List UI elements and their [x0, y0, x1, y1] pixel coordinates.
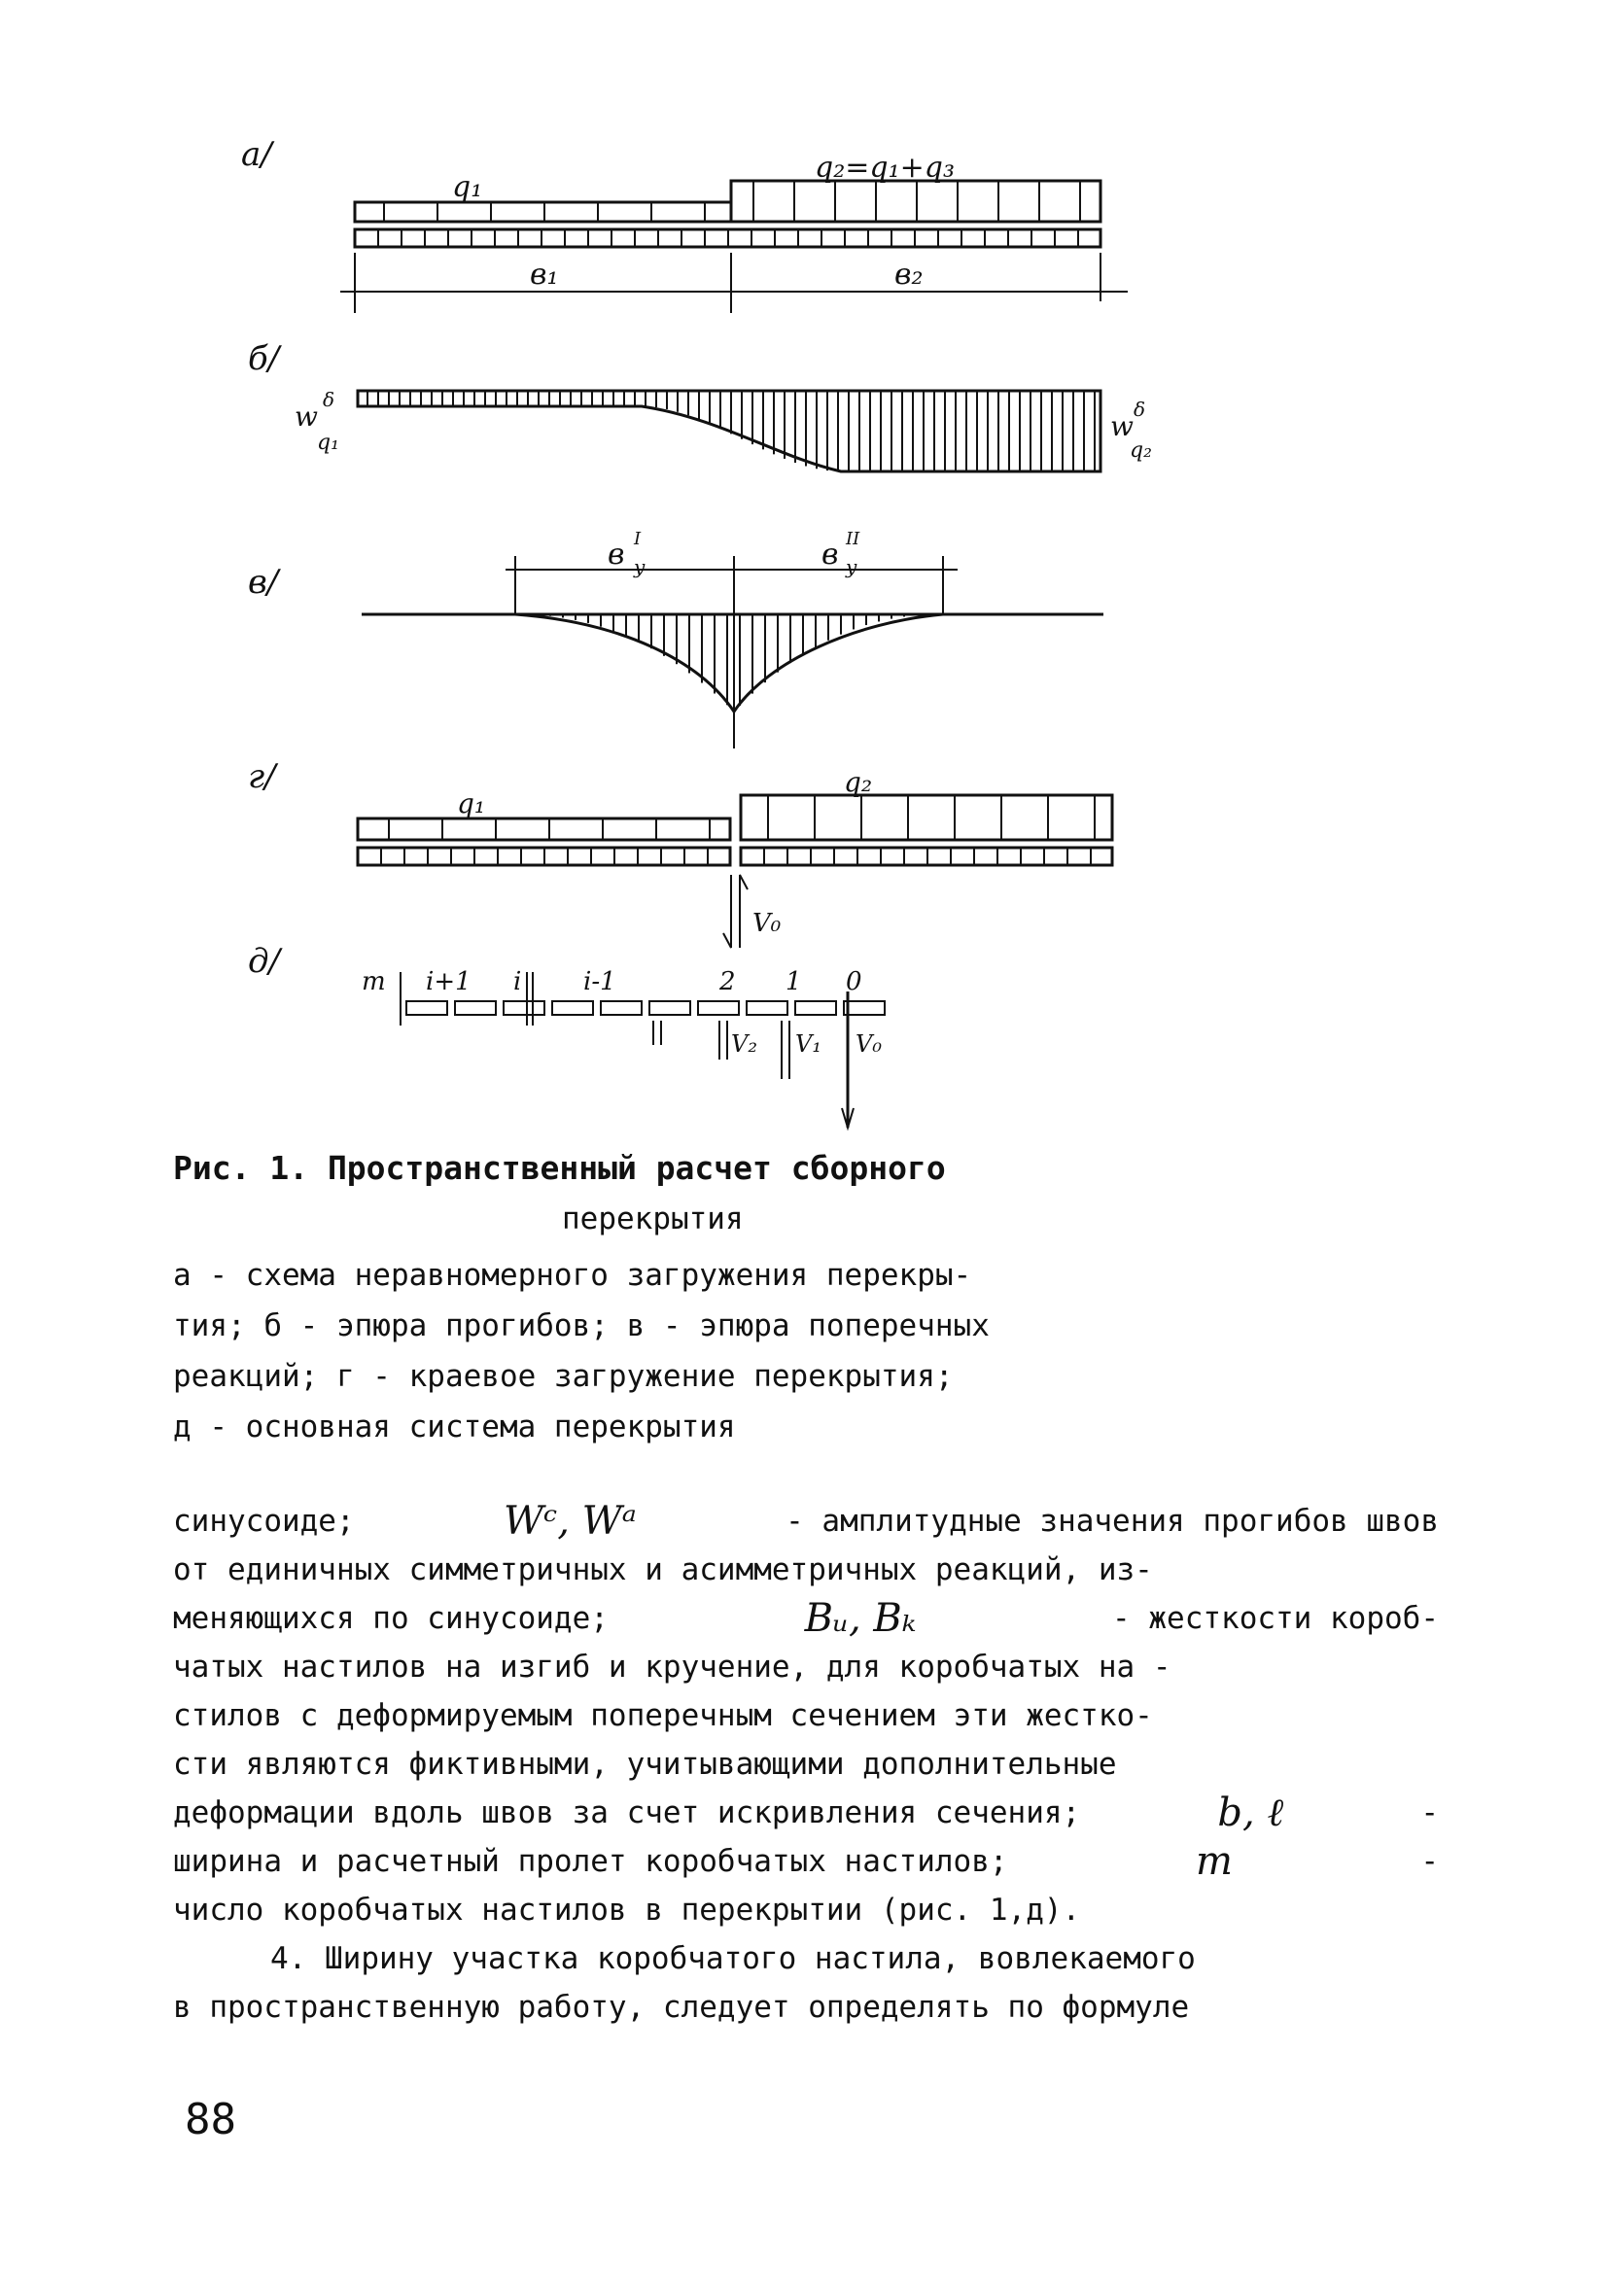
- panel-v-b-left-sub: y: [634, 555, 646, 578]
- box-deck-plank: [601, 1001, 642, 1015]
- panel-b-w-left-sup: δ: [323, 388, 335, 411]
- panel-b-w-left-sub: q₁: [317, 431, 339, 455]
- body-line: [173, 1740, 1439, 1789]
- legend-line: реакций; г - краевое загружение перекрытия;: [173, 1359, 954, 1394]
- body-line-text: синусоиде;: [173, 1504, 355, 1539]
- legend-line: а - схема неравномерного загружения перекры-: [173, 1258, 972, 1293]
- box-deck-plank: [698, 1001, 739, 1015]
- legend-line: тия; б - эпюра прогибов; в - эпюра поперечных: [173, 1308, 990, 1343]
- panel-b-label: б/: [248, 339, 280, 378]
- node-label: 0: [846, 967, 862, 996]
- body-line-text: в пространственную работу, следует определять по формуле: [173, 1990, 1190, 2025]
- body-line-text: сти являются фиктивными, учитывающими дополнительные: [173, 1747, 1117, 1782]
- body-line: [173, 1497, 1439, 1546]
- box-deck-plank: [504, 1001, 544, 1015]
- panel-d-node-labels: [362, 967, 862, 996]
- figure-legend: [173, 1250, 1291, 1452]
- body-line-text: -: [1420, 1795, 1439, 1830]
- body-line: [173, 1837, 1439, 1886]
- box-deck-plank: [649, 1001, 690, 1015]
- box-deck-plank: [406, 1001, 447, 1015]
- node-label: 2: [719, 967, 736, 996]
- legend-line: д - основная система перекрытия: [173, 1409, 736, 1444]
- panel-a-q2-label: q₂=q₁+q₃: [815, 151, 955, 185]
- body-line-text: меняющихся по синусоиде;: [173, 1601, 609, 1636]
- box-deck-plank: [747, 1001, 787, 1015]
- panel-v-b-left-sup: I: [634, 529, 642, 549]
- panel-v-label: в/: [248, 563, 279, 602]
- panel-a-label: а/: [241, 135, 272, 174]
- panel-v: [362, 556, 1103, 748]
- panel-g-q2-label: q₂: [844, 766, 873, 798]
- panel-a-b1-label: в₁: [530, 258, 559, 292]
- panel-b-w-right-sup: δ: [1134, 398, 1146, 421]
- box-deck-plank: [844, 1001, 885, 1015]
- box-deck-plank: [455, 1001, 496, 1015]
- node-label: i-1: [583, 967, 616, 996]
- page-number: 88: [185, 2095, 236, 2144]
- body-line-text: от единичных симметричных и асимметричных реакций, из-: [173, 1552, 1153, 1587]
- body-line: [173, 1594, 1439, 1643]
- body-line-text: деформации вдоль швов за счет искривления сечения;: [173, 1795, 1081, 1830]
- panel-v-b-right: в: [821, 538, 839, 572]
- figure-caption-title: Рис. 1. Пространственный расчет сборного: [173, 1149, 946, 1187]
- panel-b: [358, 391, 1100, 471]
- body-line: [173, 1546, 1439, 1594]
- figure-caption-subtitle: перекрытия: [562, 1201, 744, 1236]
- box-deck-plank: [795, 1001, 836, 1015]
- body-line-text: число коробчатых настилов в перекрытии (рис. 1,д).: [173, 1893, 1081, 1928]
- body-line-text: - жесткости короб-: [1112, 1601, 1439, 1636]
- body-line-text: ширина и расчетный пролет коробчатых настилов;: [173, 1844, 1008, 1879]
- body-line-text: -: [1420, 1844, 1439, 1879]
- symbol-w-text: Wᶜ, Wᵃ: [503, 1499, 637, 1544]
- panel-d-v0-label: V₀: [856, 1030, 882, 1058]
- node-label: 1: [786, 967, 802, 996]
- panel-a-q1-label: q₁: [452, 170, 483, 204]
- panel-b-w-right-sub: q₂: [1130, 438, 1152, 463]
- body-text: [173, 1497, 1439, 2032]
- body-line: [173, 1691, 1439, 1740]
- body-line-text: - амплитудные значения прогибов швов: [786, 1504, 1439, 1539]
- panel-a-b2-label: в₂: [894, 258, 924, 292]
- panel-b-w-right: w: [1110, 410, 1134, 442]
- panel-v-b-right-sub: y: [846, 555, 857, 578]
- panel-v-b-left: в: [608, 538, 625, 572]
- body-line: [173, 1934, 1439, 1983]
- figure-svg: [0, 0, 1607, 1147]
- node-label: i+1: [426, 967, 472, 996]
- panel-v-b-right-sup: II: [846, 529, 860, 549]
- panel-g-label: г/: [248, 757, 276, 796]
- body-line-text: 4. Ширину участка коробчатого настила, вовлекаемого: [270, 1941, 1196, 1976]
- panel-d-v1-label: V₁: [795, 1030, 821, 1058]
- symbol-bl-text: b, ℓ: [1217, 1791, 1284, 1835]
- node-label: i: [513, 967, 522, 996]
- body-line-text: стилов с деформируемым поперечным сечением эти жестко-: [173, 1698, 1153, 1733]
- panel-b-w-left: w: [295, 400, 318, 433]
- panel-d-v2-label: V₂: [731, 1030, 757, 1058]
- body-line: [173, 1789, 1439, 1837]
- box-deck-plank: [552, 1001, 593, 1015]
- node-label: m: [362, 967, 386, 996]
- panel-g-q1-label: q₁: [457, 787, 486, 819]
- symbol-m-text: m: [1195, 1839, 1233, 1884]
- body-line: [173, 1886, 1439, 1934]
- symbol-b-text: Bᵤ, Bₖ: [804, 1596, 917, 1641]
- panel-d-label: д/: [248, 942, 281, 981]
- panel-g-v0-label: V₀: [752, 909, 782, 938]
- body-line: [173, 1643, 1439, 1691]
- body-line: [173, 1983, 1439, 2032]
- body-line-text: чатых настилов на изгиб и кручение, для коробчатых на -: [173, 1650, 1171, 1685]
